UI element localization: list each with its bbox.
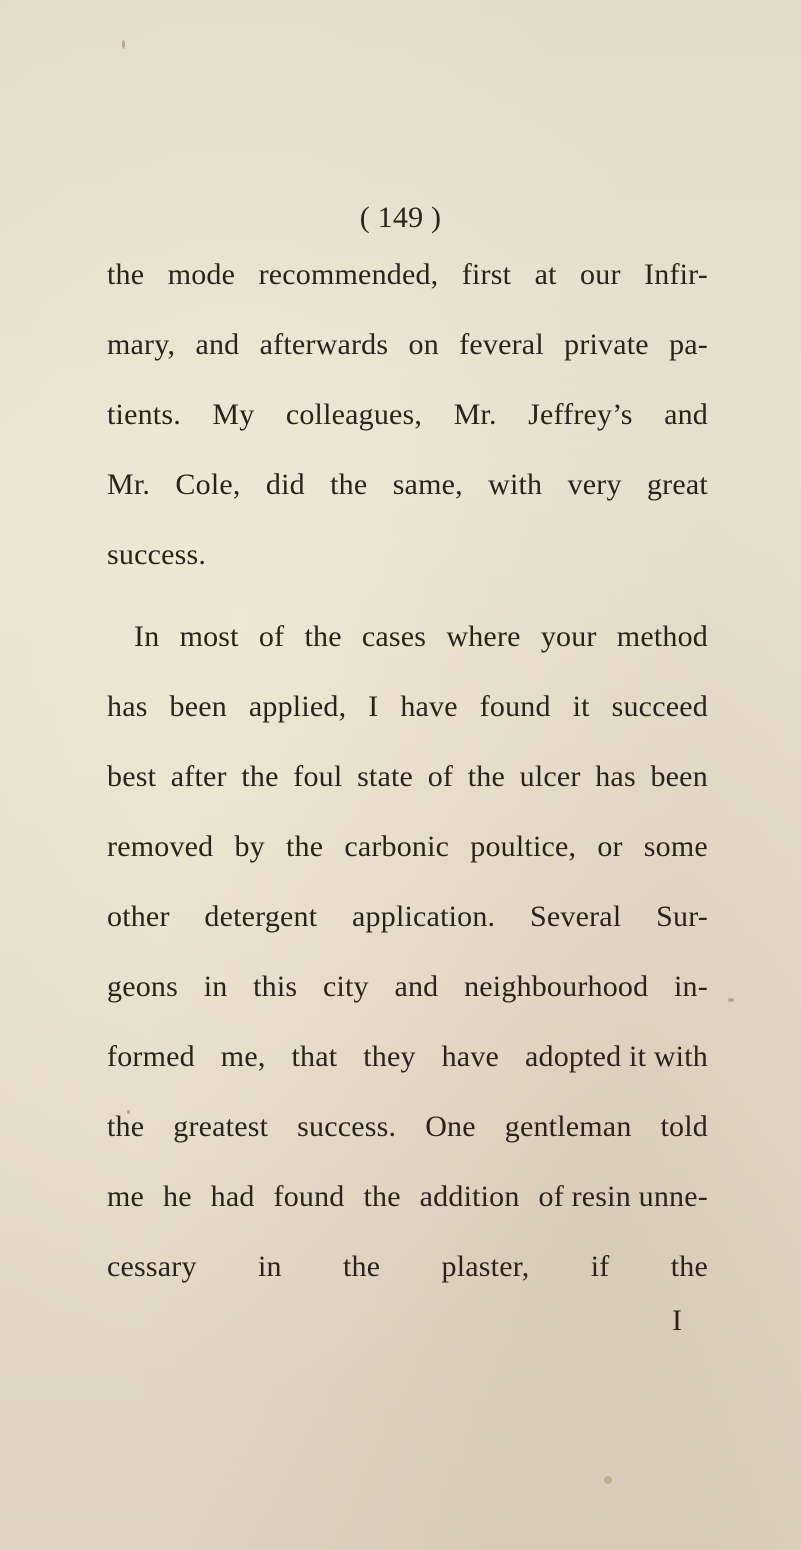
text-line-2: mary, and afterwards on feveral private pa- <box>107 328 708 361</box>
text-line-1: the mode recommended, first at our Infir- <box>107 258 708 291</box>
foxing-mark <box>728 998 734 1002</box>
text-line-7: has been applied, I have found it succeed <box>107 690 708 723</box>
text-line-10: other detergent application. Several Sur- <box>107 900 708 933</box>
foxing-mark <box>122 40 125 49</box>
text-line-3: tients. My colleagues, Mr. Jeffrey’s and <box>107 398 708 431</box>
text-line-13: the greatest success. One gentleman told <box>107 1110 708 1143</box>
text-line-9: removed by the carbonic poultice, or some <box>107 830 708 863</box>
text-line-4: Mr. Cole, did the same, with very great <box>107 468 708 501</box>
text-line-8: best after the foul state of the ulcer has been <box>107 760 708 793</box>
text-line-6: In most of the cases where your method <box>134 620 708 653</box>
page-number: ( 149 ) <box>359 201 442 234</box>
text-line-14: me he had found the addition of resin unne- <box>107 1180 708 1213</box>
text-line-12: formed me, that they have adopted it with <box>107 1040 708 1073</box>
catchword: I <box>672 1304 683 1337</box>
text-line-5: success. <box>107 538 207 571</box>
foxing-mark <box>604 1476 612 1484</box>
text-line-11: geons in this city and neighbourhood in- <box>107 970 708 1003</box>
text-line-15: cessary in the plaster, if the <box>107 1250 708 1283</box>
